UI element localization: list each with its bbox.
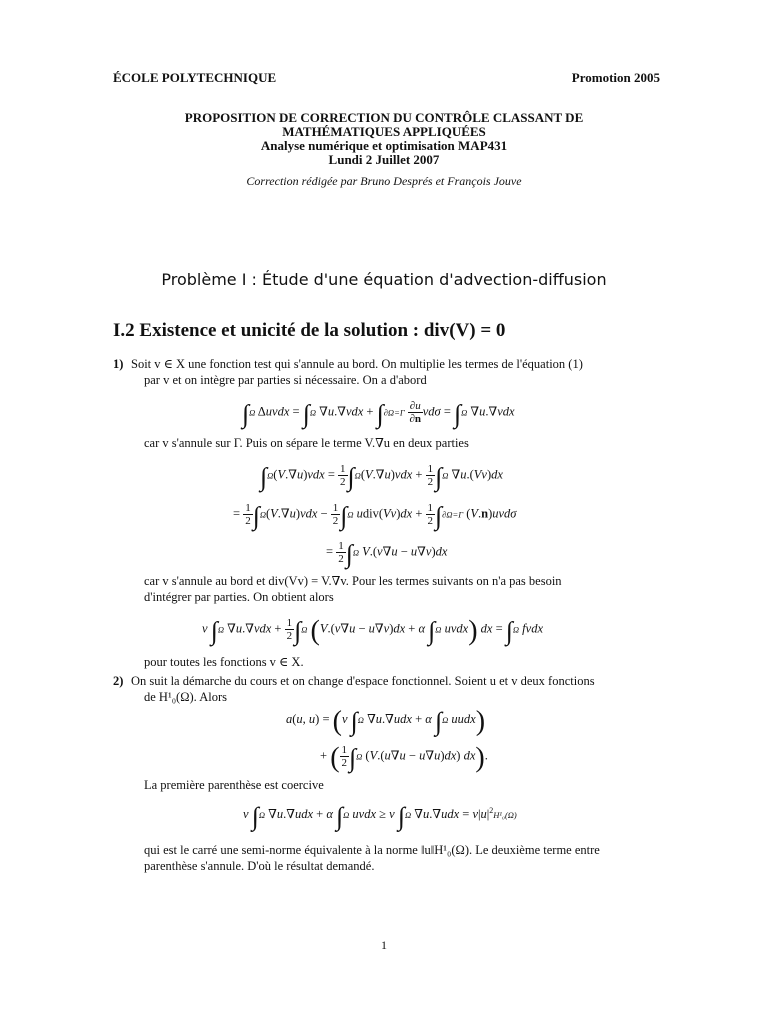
page-number: 1 <box>381 938 387 952</box>
q1-after-eq1: car v s'annule sur Γ. Puis on sépare le terme V.∇u en deux parties <box>144 436 469 450</box>
q2-intro-line-1: On suit la démarche du cours et on change d'espace fonctionnel. Soient u et v deux fonctions <box>131 674 595 688</box>
title-line-2: MATHÉMATIQUES APPLIQUÉES <box>282 124 486 139</box>
equation-2c: = $\frac{1}{2}$ ∫Ω V.(v∇u − u∇v)dx <box>326 539 448 569</box>
equation-3: ν ∫Ω ∇u.∇vdx + $\frac{1}{2}$ ∫Ω (V.(v∇u − u∇v)dx + α ∫Ω uvdx) dx = ∫Ω fvdx <box>202 615 543 647</box>
equation-4a: a(u, u) = (ν ∫Ω ∇u.∇udx + α ∫Ω uudx) <box>286 706 486 737</box>
q2-coercive: La première parenthèse est coercive <box>144 778 324 792</box>
problem-title: Problème I : Étude d'une équation d'advection-diffusion <box>161 270 607 289</box>
equation-2a: ∫Ω(V.∇u)vdx = $\frac{1}{2}$ ∫Ω(V.∇u)vdx + $\frac{1}{2}$ ∫Ω ∇u.(Vv)dx <box>260 462 503 492</box>
section-title: I.2 Existence et unicité de la solution : div(V) = 0 <box>113 320 506 341</box>
course-line: Analyse numérique et optimisation MAP431 <box>260 138 508 153</box>
equation-4b: + ( $\frac{1}{2}$ ∫Ω (V.(u∇u − u∇u)dx) dx). <box>320 742 488 774</box>
q1-conclusion: pour toutes les fonctions v ∈ X. <box>144 655 304 669</box>
q1-after-eq2-line-2: d'intégrer par parties. On obtient alors <box>144 590 334 604</box>
date-line: Lundi 2 Juillet 2007 <box>328 152 440 167</box>
school-name: ÉCOLE POLYTECHNIQUE <box>113 70 277 85</box>
equation-5: ν ∫Ω ∇u.∇udx + α ∫Ω uvdx ≥ ν ∫Ω $\nabla u.\nabla udx = \nu|u|^2H^1_0(\Omega)$ <box>243 802 517 831</box>
q1-intro-line-1: Soit v ∈ X une fonction test qui s'annule au bord. On multiplie les termes de l'équation (1) <box>131 357 583 371</box>
q1-number: 1) <box>113 357 124 371</box>
q1-after-eq2-line-1: car v s'annule au bord et div(Vv) = V.∇v. Pour les termes suivants on n'a pas besoin <box>144 574 562 588</box>
title-line-1: PROPOSITION DE CORRECTION DU CONTRÔLE CLASSANT DE <box>184 110 584 125</box>
q2-number: 2) <box>113 674 124 688</box>
q2-closing-line-1: qui est le carré une semi-norme équivalente à la norme ‖u‖H¹₀(Ω). Le deuxième terme entre <box>144 843 600 857</box>
q2-closing-line-2: parenthèse s'annule. D'où le résultat demandé. <box>144 859 375 873</box>
promotion: Promotion 2005 <box>571 70 660 85</box>
equation-1: ∫Ω Δuvdx = ∫Ω ∇u.∇vdx + ∫∂Ω=Γ $\frac{\partial u}{\partial n}$ vdσ = ∫Ω ∇u.∇vdx <box>242 399 515 429</box>
equation-2b: = $\frac{1}{2}$ ∫Ω(V.∇u)vdx − $\frac{1}{2}$ ∫Ω udiv(Vv)dx + $\frac{1}{2}$ ∫∂Ω=Γ (V.n)uvdσ <box>233 501 517 531</box>
q2-intro-line-2: de H¹₀(Ω). Alors <box>144 690 228 704</box>
q1-intro-line-2: par v et on intègre par parties si nécessaire. On a d'abord <box>144 373 427 387</box>
credits-line: Correction rédigée par Bruno Després et François Jouve <box>246 174 522 188</box>
